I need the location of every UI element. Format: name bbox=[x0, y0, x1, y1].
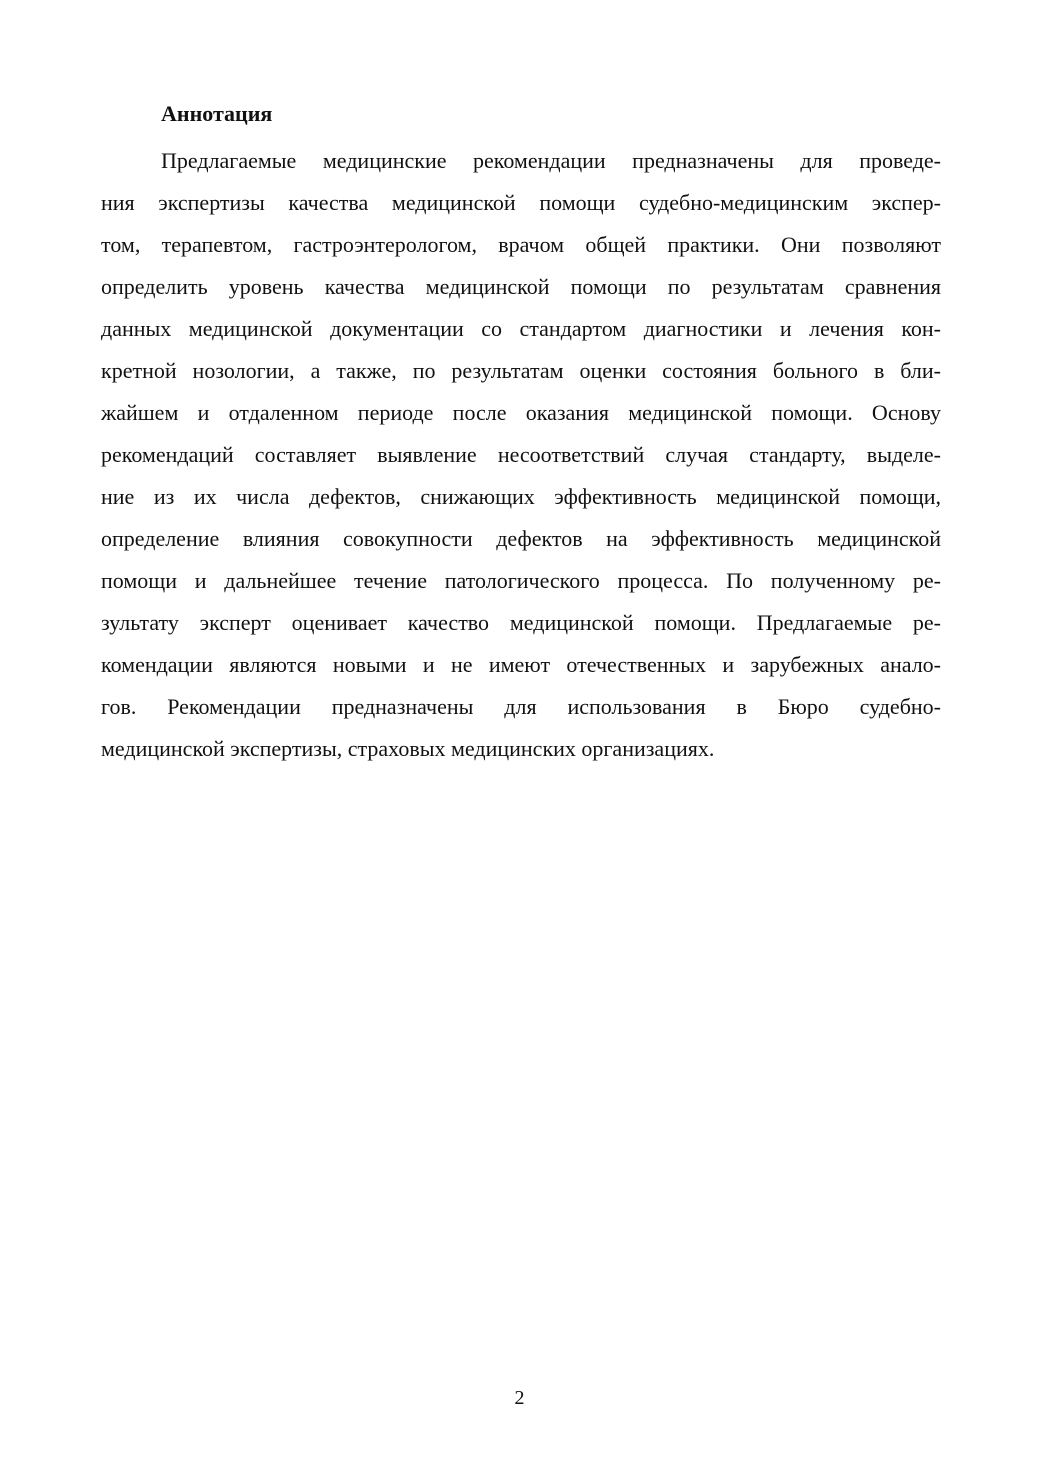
paragraph-line: помощи и дальнейшее течение патологического процесса. По полученному ре- bbox=[101, 568, 941, 593]
paragraph-line: рекомендаций составляет выявление несоответствий случая стандарту, выделе- bbox=[101, 442, 941, 467]
paragraph-line: жайшем и отдаленном периоде после оказания медицинской помощи. Основу bbox=[101, 400, 941, 425]
page-number: 2 bbox=[514, 1387, 525, 1409]
paragraph-line: ния экспертизы качества медицинской помощи судебно-медицинским экспер- bbox=[101, 190, 941, 215]
paragraph-line: медицинской экспертизы, страховых медицинских организациях. bbox=[101, 736, 715, 761]
paragraph-line: ние из их числа дефектов, снижающих эффективность медицинской помощи, bbox=[101, 484, 941, 509]
paragraph-line: зультату эксперт оценивает качество медицинской помощи. Предлагаемые ре- bbox=[101, 610, 941, 635]
paragraph-line: комендации являются новыми и не имеют отечественных и зарубежных анало- bbox=[101, 652, 941, 677]
annotation-heading: Аннотация bbox=[161, 101, 273, 126]
paragraph-line: данных медицинской документации со стандартом диагностики и лечения кон- bbox=[101, 316, 941, 341]
paragraph-line: определение влияния совокупности дефектов на эффективность медицинской bbox=[101, 526, 941, 551]
paragraph-line: определить уровень качества медицинской помощи по результатам сравнения bbox=[101, 274, 941, 299]
paragraph-line: кретной нозологии, а также, по результатам оценки состояния больного в бли- bbox=[101, 358, 941, 383]
paragraph-line: том, терапевтом, гастроэнтерологом, врачом общей практики. Они позволяют bbox=[101, 232, 941, 257]
annotation-paragraph bbox=[101, 140, 941, 770]
paragraph-line: Предлагаемые медицинские рекомендации предназначены для проведе- bbox=[161, 148, 941, 173]
paragraph-line: гов. Рекомендации предназначены для использования в Бюро судебно- bbox=[101, 694, 941, 719]
